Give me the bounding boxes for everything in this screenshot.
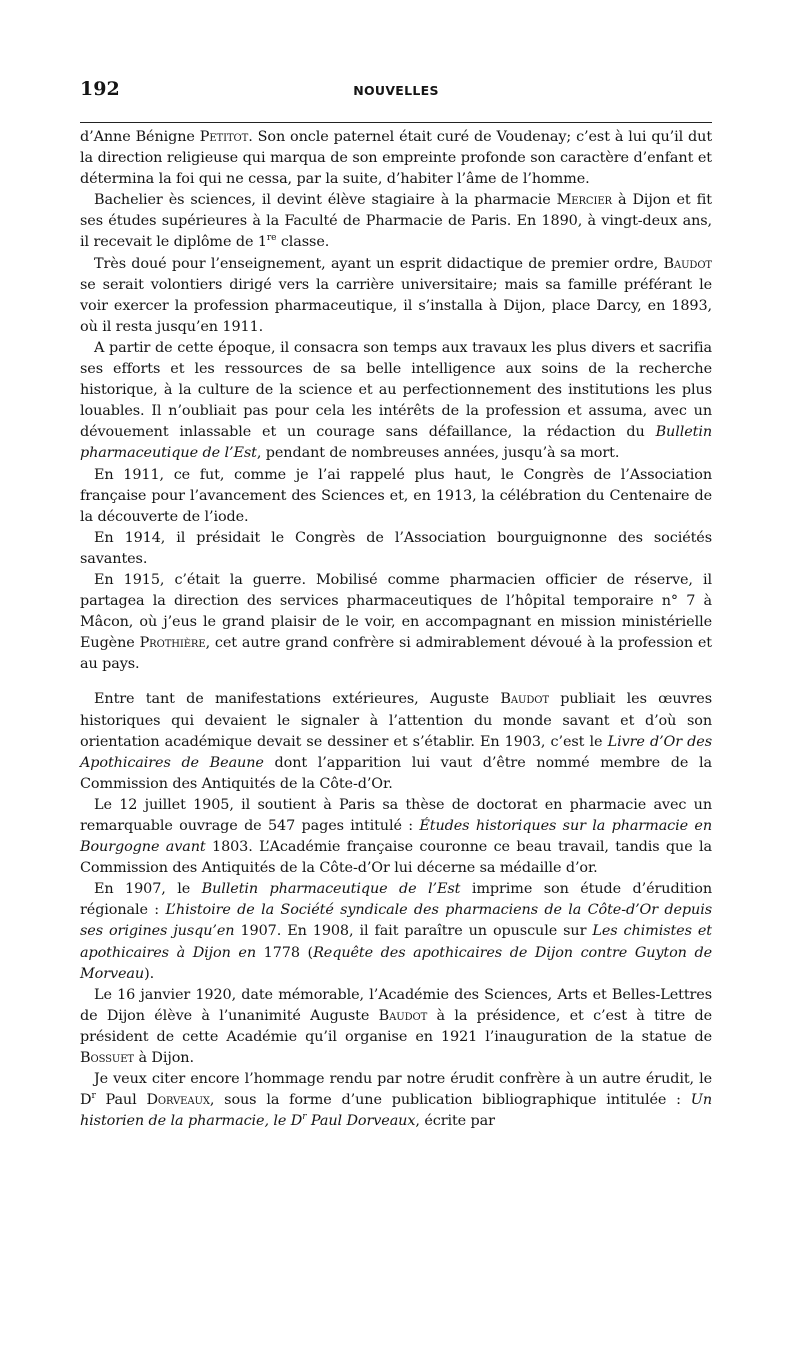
superscript: re (266, 233, 277, 244)
paragraph (80, 1069, 712, 1132)
page-header (80, 78, 712, 106)
text-run: Très doué pour l’enseignement, ayant un esprit didactique de premier ordre, (94, 255, 664, 272)
text-run: 1803. L’Académie française couronne ce beau travail, tandis que la Commission des Antiquités de la Côte-d’Or lui décerne sa médaille d’or. (80, 839, 712, 877)
text-run: , écrite par (415, 1113, 495, 1130)
paragraph (80, 127, 712, 190)
text-run: Je veux citer encore l’hommage rendu par notre érudit confrère à un autre érudit, le D (80, 1071, 712, 1109)
text-run: à Dijon et fit ses études supérieures à la Faculté de Pharmacie de Paris. En 1890, à vingt-deux ans, il recevait le diplôme de 1 (80, 192, 712, 251)
text-run: à Dijon. (134, 1050, 194, 1067)
text-run: , pendant de nombreuses années, jusqu’à sa mort. (256, 445, 620, 462)
proper-name: Baudot (378, 1007, 428, 1024)
text-run: Bachelier ès sciences, il devint élève stagiaire à la pharmacie (94, 192, 557, 209)
proper-name: Dorveaux (146, 1092, 210, 1109)
paragraph (80, 465, 712, 528)
text-run: dont l’apparition lui vaut d’être nommé membre de la Commission des Antiquités de la Côte-d’Or. (80, 754, 712, 792)
paragraph (80, 879, 712, 984)
paragraph (80, 570, 712, 675)
body-text (80, 127, 712, 1132)
italic-title: L’histoire de la Société syndicale des pharmaciens de la Côte-d’Or depuis ses origines jusqu’en (80, 902, 713, 940)
text-run: A partir de cette époque, il consacra son temps aux travaux les plus divers et sacrifia ses efforts et les ressources de sa belle intelligence aux soins de la recherche historique, à la culture de la science et au perfectionnement des institutions les plus louables. Il n’oubliait pas pour cela les intérêts de la profession et assuma, avec un dévouement inlassable et un courage sans défaillance, la rédaction du (80, 339, 712, 441)
text-run: En 1907, le (94, 881, 202, 898)
text-run: classe. (276, 234, 330, 251)
paragraph (80, 985, 712, 1069)
text-run: Le 16 janvier 1920, date mémorable, l’Académie des Sciences, Arts et Belles-Lettres de Dijon élève à l’unanimité Auguste (80, 986, 712, 1024)
italic-title: Études historiques sur la pharmacie en Bourgogne avant (80, 818, 712, 856)
italic-title: Bulletin pharmaceutique de l’Est (201, 881, 461, 898)
text-run: En 1915, c’était la guerre. Mobilisé comme pharmacien officier de réserve, il partagea la direction des services pharmaceutiques de l’hôpital temporaire n° 7 à Mâcon, où j’eus le grand plaisir de le voir, en accompagnant en mission ministérielle Eugène (80, 571, 712, 652)
text-run: imprime son étude d’érudition régionale : (80, 881, 712, 919)
italic-title: Un historien de la pharmacie, le D (80, 1092, 712, 1130)
paragraph (80, 254, 712, 338)
text-run: , cet autre grand confrère si admirablement dévoué à la profession et au pays. (80, 635, 712, 673)
text-run: Le 12 juillet 1905, il soutient à Paris sa thèse de doctorat en pharmacie avec un remarquable ouvrage de 547 pages intitulé : (80, 796, 712, 834)
text-run: se serait volontiers dirigé vers la carrière universitaire; mais sa famille préférant le voir exercer la profession pharmaceutique, il s’installa à Dijon, place Darcy, en 1893, où il resta jusqu’en 1911. (80, 276, 712, 335)
text-run: En 1914, il présidait le Congrès de l’Association bourguignonne des sociétés savantes. (80, 529, 712, 567)
italic-title: Les chimistes et apothicaires à Dijon en (80, 923, 712, 961)
text-run: d’Anne Bénigne (80, 129, 200, 145)
page-number: 192 (80, 78, 120, 100)
text-run: Entre tant de manifestations extérieures, Auguste (94, 691, 501, 708)
text-run: publiait les œuvres historiques qui devaient le signaler à l’attention du monde savant et d’où son orientation académique devait se dessiner et s’établir. En 1903, c’est le (80, 691, 712, 750)
text-run: 1778 ( (256, 944, 314, 961)
italic-title: Bulletin pharmaceutique de l’Est (80, 424, 712, 462)
text-run: ). (144, 965, 155, 982)
proper-name: Prothière (139, 635, 206, 652)
paragraph (80, 528, 712, 570)
text-run: à la présidence, et c’est à titre de président de cette Académie qu’il organise en 1921 l’inauguration de la statue de (80, 1007, 713, 1045)
italic-title: Paul Dorveaux (306, 1113, 416, 1130)
text-run: , sous la forme d’une publication bibliographique intitulée : (209, 1092, 691, 1109)
text-run: Paul (95, 1092, 147, 1109)
paragraph (80, 338, 712, 465)
text-run: 1907. En 1908, il fait paraître un opuscule sur (234, 923, 593, 940)
running-title: NOUVELLES (353, 83, 439, 98)
header-rule (80, 122, 712, 123)
text-run: En 1911, ce fut, comme je l’ai rappelé plus haut, le Congrès de l’Association française pour l’avancement des Sciences et, en 1913, la célébration du Centenaire de la découverte de l’iode. (80, 466, 712, 525)
paragraph (80, 795, 712, 879)
text-run: . Son oncle paternel était curé de Voudenay; c’est à lui qu’il dut la direction religieuse qui marqua de son empreinte profonde son caractère d’enfant et détermina la foi qui ne cessa, par la suite, d’habiter l’âme de l’homme. (80, 129, 713, 188)
italic-title: Requête des apothicaires de Dijon contre Guyton de Morveau (80, 944, 713, 982)
paragraph (80, 689, 712, 794)
paragraph (80, 190, 712, 253)
proper-name: Mercier (556, 192, 612, 209)
italic-title: r (302, 1112, 307, 1123)
proper-name: Baudot (500, 691, 549, 708)
proper-name: Petitot (199, 129, 249, 145)
proper-name: Bossuet (80, 1050, 134, 1067)
italic-title: Livre d’Or des Apothicaires de Beaune (80, 733, 712, 771)
proper-name: Baudot (663, 255, 712, 272)
superscript: r (91, 1091, 96, 1102)
